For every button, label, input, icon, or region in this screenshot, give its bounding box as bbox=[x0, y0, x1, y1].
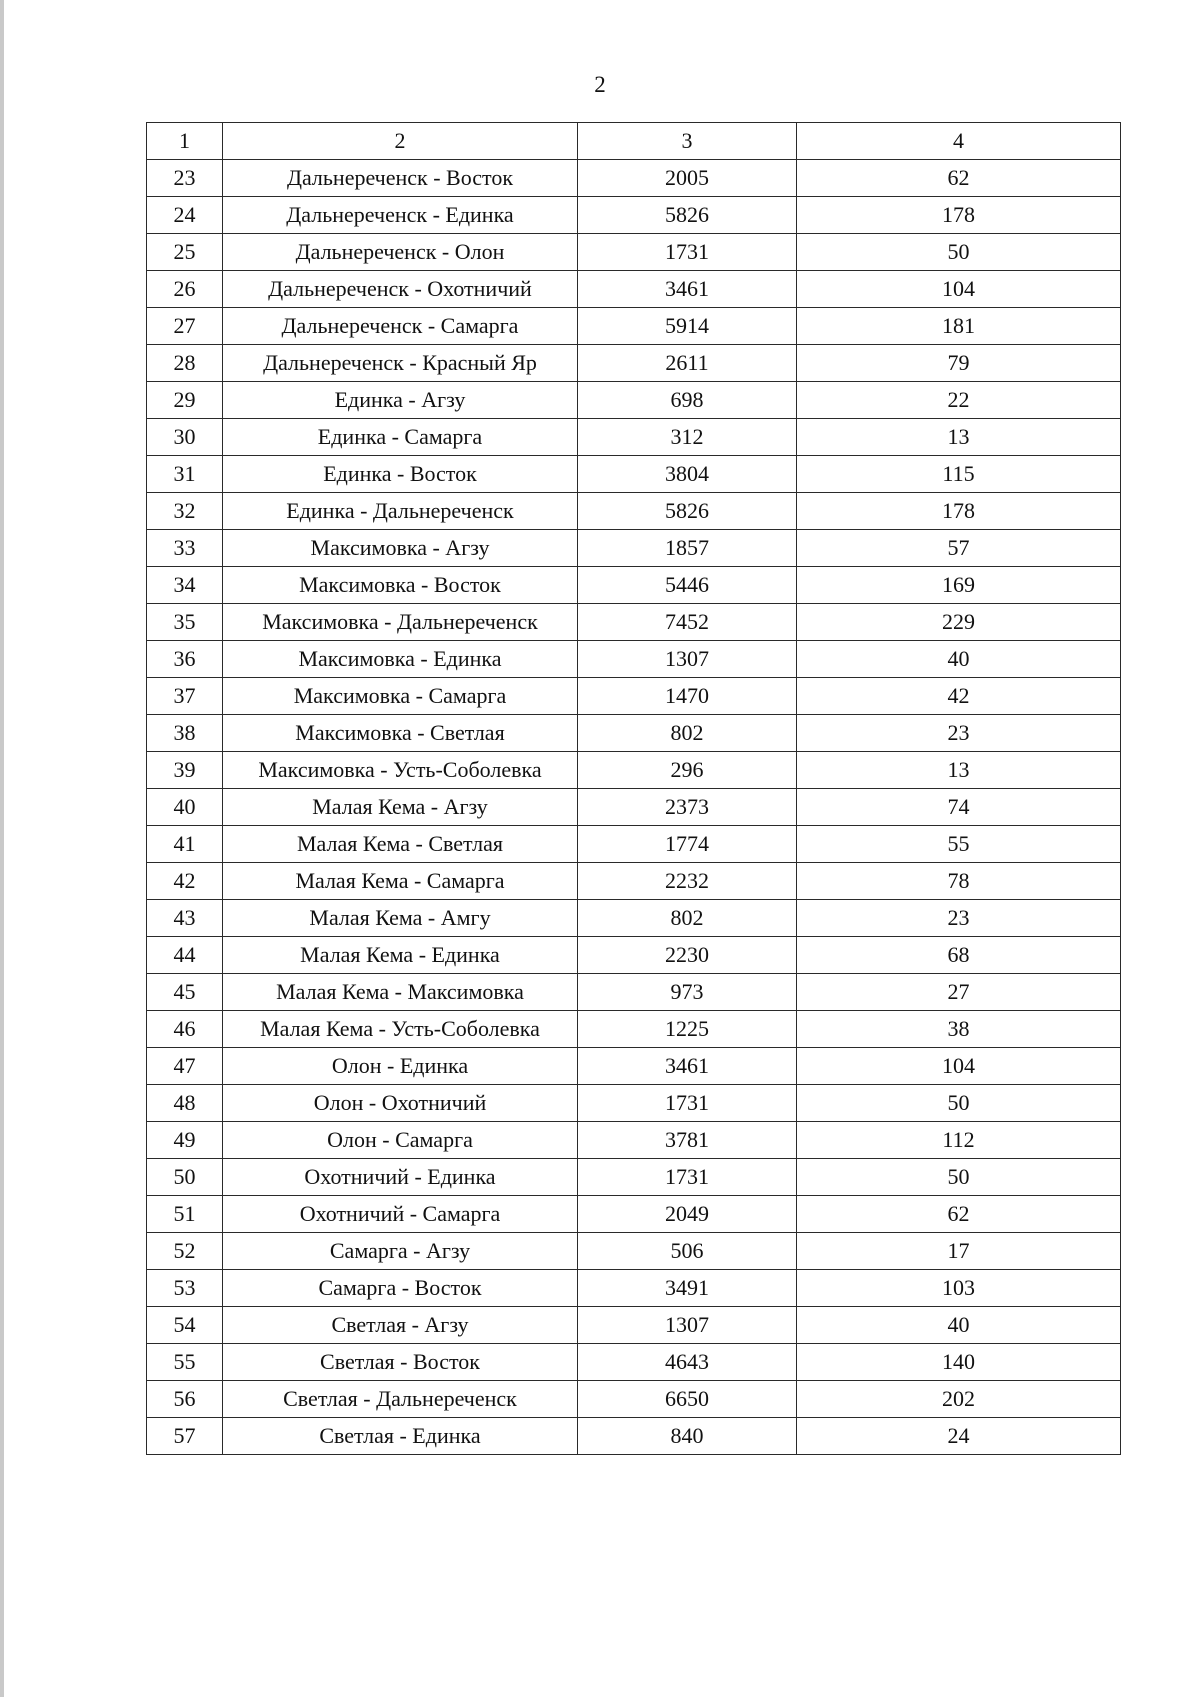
row-number-cell: 28 bbox=[147, 345, 223, 382]
route-cell: Малая Кема - Усть-Соболевка bbox=[223, 1011, 578, 1048]
table-row bbox=[147, 752, 1121, 789]
row-number-cell: 23 bbox=[147, 160, 223, 197]
value-col4-cell: 115 bbox=[797, 456, 1121, 493]
value-col3-cell: 1307 bbox=[578, 1307, 797, 1344]
table-row bbox=[147, 493, 1121, 530]
value-col4-cell: 178 bbox=[797, 493, 1121, 530]
table-row bbox=[147, 974, 1121, 1011]
route-cell: Максимовка - Агзу bbox=[223, 530, 578, 567]
value-col3-cell: 802 bbox=[578, 900, 797, 937]
route-cell: Светлая - Восток bbox=[223, 1344, 578, 1381]
table-row bbox=[147, 234, 1121, 271]
row-number-cell: 51 bbox=[147, 1196, 223, 1233]
route-cell: Олон - Охотничий bbox=[223, 1085, 578, 1122]
row-number-cell: 31 bbox=[147, 456, 223, 493]
value-col3-cell: 5826 bbox=[578, 493, 797, 530]
route-cell: Единка - Агзу bbox=[223, 382, 578, 419]
value-col3-cell: 1774 bbox=[578, 826, 797, 863]
route-table bbox=[146, 122, 1121, 1455]
header-cell: 1 bbox=[147, 123, 223, 160]
page-number: 2 bbox=[594, 72, 606, 97]
table-row bbox=[147, 863, 1121, 900]
row-number-cell: 33 bbox=[147, 530, 223, 567]
value-col4-cell: 74 bbox=[797, 789, 1121, 826]
value-col4-cell: 22 bbox=[797, 382, 1121, 419]
table-row bbox=[147, 1344, 1121, 1381]
value-col3-cell: 2005 bbox=[578, 160, 797, 197]
table-row bbox=[147, 1048, 1121, 1085]
route-cell: Дальнереченск - Единка bbox=[223, 197, 578, 234]
table-row bbox=[147, 160, 1121, 197]
row-number-cell: 50 bbox=[147, 1159, 223, 1196]
route-cell: Охотничий - Самарга bbox=[223, 1196, 578, 1233]
route-cell: Максимовка - Дальнереченск bbox=[223, 604, 578, 641]
value-col3-cell: 5826 bbox=[578, 197, 797, 234]
table-row bbox=[147, 1270, 1121, 1307]
table-row bbox=[147, 345, 1121, 382]
row-number-cell: 56 bbox=[147, 1381, 223, 1418]
row-number-cell: 34 bbox=[147, 567, 223, 604]
route-cell: Единка - Самарга bbox=[223, 419, 578, 456]
table-row bbox=[147, 641, 1121, 678]
table-row bbox=[147, 530, 1121, 567]
value-col4-cell: 50 bbox=[797, 1159, 1121, 1196]
route-cell: Дальнереченск - Самарга bbox=[223, 308, 578, 345]
value-col3-cell: 3781 bbox=[578, 1122, 797, 1159]
value-col4-cell: 13 bbox=[797, 752, 1121, 789]
route-cell: Дальнереченск - Восток bbox=[223, 160, 578, 197]
value-col4-cell: 104 bbox=[797, 1048, 1121, 1085]
table-header-row bbox=[147, 123, 1121, 160]
route-cell: Дальнереченск - Олон bbox=[223, 234, 578, 271]
table-row bbox=[147, 197, 1121, 234]
value-col3-cell: 6650 bbox=[578, 1381, 797, 1418]
route-cell: Максимовка - Восток bbox=[223, 567, 578, 604]
table-row bbox=[147, 900, 1121, 937]
value-col3-cell: 973 bbox=[578, 974, 797, 1011]
value-col3-cell: 3491 bbox=[578, 1270, 797, 1307]
value-col3-cell: 4643 bbox=[578, 1344, 797, 1381]
value-col3-cell: 3804 bbox=[578, 456, 797, 493]
table-row bbox=[147, 937, 1121, 974]
value-col4-cell: 103 bbox=[797, 1270, 1121, 1307]
table-row bbox=[147, 419, 1121, 456]
value-col3-cell: 296 bbox=[578, 752, 797, 789]
table-row bbox=[147, 789, 1121, 826]
value-col3-cell: 7452 bbox=[578, 604, 797, 641]
route-cell: Единка - Восток bbox=[223, 456, 578, 493]
value-col3-cell: 1225 bbox=[578, 1011, 797, 1048]
table-row bbox=[147, 715, 1121, 752]
value-col3-cell: 1731 bbox=[578, 1159, 797, 1196]
value-col4-cell: 169 bbox=[797, 567, 1121, 604]
header-cell: 3 bbox=[578, 123, 797, 160]
row-number-cell: 26 bbox=[147, 271, 223, 308]
row-number-cell: 27 bbox=[147, 308, 223, 345]
value-col3-cell: 1731 bbox=[578, 1085, 797, 1122]
value-col4-cell: 40 bbox=[797, 641, 1121, 678]
route-cell: Светлая - Дальнереченск bbox=[223, 1381, 578, 1418]
table-row bbox=[147, 567, 1121, 604]
value-col3-cell: 506 bbox=[578, 1233, 797, 1270]
row-number-cell: 38 bbox=[147, 715, 223, 752]
table-row bbox=[147, 1085, 1121, 1122]
route-cell: Максимовка - Самарга bbox=[223, 678, 578, 715]
table-row bbox=[147, 1196, 1121, 1233]
value-col3-cell: 2049 bbox=[578, 1196, 797, 1233]
value-col3-cell: 5446 bbox=[578, 567, 797, 604]
route-cell: Самарга - Агзу bbox=[223, 1233, 578, 1270]
value-col3-cell: 3461 bbox=[578, 1048, 797, 1085]
route-cell: Олон - Единка bbox=[223, 1048, 578, 1085]
value-col4-cell: 23 bbox=[797, 715, 1121, 752]
value-col3-cell: 2232 bbox=[578, 863, 797, 900]
table-row bbox=[147, 1122, 1121, 1159]
value-col3-cell: 802 bbox=[578, 715, 797, 752]
row-number-cell: 36 bbox=[147, 641, 223, 678]
route-cell: Малая Кема - Единка bbox=[223, 937, 578, 974]
value-col3-cell: 2373 bbox=[578, 789, 797, 826]
value-col4-cell: 178 bbox=[797, 197, 1121, 234]
table-row bbox=[147, 604, 1121, 641]
value-col3-cell: 5914 bbox=[578, 308, 797, 345]
route-cell: Единка - Дальнереченск bbox=[223, 493, 578, 530]
route-cell: Олон - Самарга bbox=[223, 1122, 578, 1159]
value-col4-cell: 27 bbox=[797, 974, 1121, 1011]
value-col4-cell: 62 bbox=[797, 1196, 1121, 1233]
value-col4-cell: 181 bbox=[797, 308, 1121, 345]
value-col4-cell: 229 bbox=[797, 604, 1121, 641]
scan-edge bbox=[0, 0, 4, 1697]
value-col4-cell: 38 bbox=[797, 1011, 1121, 1048]
table-row bbox=[147, 1381, 1121, 1418]
value-col4-cell: 140 bbox=[797, 1344, 1121, 1381]
route-cell: Малая Кема - Агзу bbox=[223, 789, 578, 826]
route-cell: Самарга - Восток bbox=[223, 1270, 578, 1307]
row-number-cell: 35 bbox=[147, 604, 223, 641]
row-number-cell: 39 bbox=[147, 752, 223, 789]
value-col4-cell: 202 bbox=[797, 1381, 1121, 1418]
value-col4-cell: 42 bbox=[797, 678, 1121, 715]
row-number-cell: 57 bbox=[147, 1418, 223, 1455]
route-cell: Максимовка - Единка bbox=[223, 641, 578, 678]
value-col4-cell: 24 bbox=[797, 1418, 1121, 1455]
route-cell: Охотничий - Единка bbox=[223, 1159, 578, 1196]
value-col4-cell: 79 bbox=[797, 345, 1121, 382]
table-row bbox=[147, 1233, 1121, 1270]
value-col3-cell: 2230 bbox=[578, 937, 797, 974]
row-number-cell: 52 bbox=[147, 1233, 223, 1270]
route-cell: Малая Кема - Максимовка bbox=[223, 974, 578, 1011]
value-col4-cell: 62 bbox=[797, 160, 1121, 197]
row-number-cell: 44 bbox=[147, 937, 223, 974]
table-row bbox=[147, 1307, 1121, 1344]
value-col4-cell: 50 bbox=[797, 1085, 1121, 1122]
table-row bbox=[147, 1159, 1121, 1196]
table-row bbox=[147, 382, 1121, 419]
row-number-cell: 54 bbox=[147, 1307, 223, 1344]
row-number-cell: 25 bbox=[147, 234, 223, 271]
route-cell: Дальнереченск - Красный Яр bbox=[223, 345, 578, 382]
route-cell: Малая Кема - Светлая bbox=[223, 826, 578, 863]
row-number-cell: 29 bbox=[147, 382, 223, 419]
row-number-cell: 41 bbox=[147, 826, 223, 863]
table-row bbox=[147, 1418, 1121, 1455]
row-number-cell: 43 bbox=[147, 900, 223, 937]
value-col4-cell: 23 bbox=[797, 900, 1121, 937]
table-row bbox=[147, 308, 1121, 345]
route-cell: Максимовка - Светлая bbox=[223, 715, 578, 752]
row-number-cell: 40 bbox=[147, 789, 223, 826]
row-number-cell: 37 bbox=[147, 678, 223, 715]
row-number-cell: 46 bbox=[147, 1011, 223, 1048]
value-col4-cell: 104 bbox=[797, 271, 1121, 308]
table-row bbox=[147, 1011, 1121, 1048]
row-number-cell: 32 bbox=[147, 493, 223, 530]
value-col3-cell: 1470 bbox=[578, 678, 797, 715]
table-row bbox=[147, 271, 1121, 308]
value-col4-cell: 55 bbox=[797, 826, 1121, 863]
value-col4-cell: 13 bbox=[797, 419, 1121, 456]
row-number-cell: 47 bbox=[147, 1048, 223, 1085]
value-col4-cell: 57 bbox=[797, 530, 1121, 567]
value-col4-cell: 78 bbox=[797, 863, 1121, 900]
value-col3-cell: 698 bbox=[578, 382, 797, 419]
row-number-cell: 53 bbox=[147, 1270, 223, 1307]
value-col4-cell: 50 bbox=[797, 234, 1121, 271]
row-number-cell: 24 bbox=[147, 197, 223, 234]
value-col3-cell: 840 bbox=[578, 1418, 797, 1455]
value-col4-cell: 17 bbox=[797, 1233, 1121, 1270]
route-cell: Дальнереченск - Охотничий bbox=[223, 271, 578, 308]
table-row bbox=[147, 826, 1121, 863]
value-col3-cell: 1857 bbox=[578, 530, 797, 567]
table-row bbox=[147, 678, 1121, 715]
table-body bbox=[147, 123, 1121, 1455]
route-cell: Светлая - Единка bbox=[223, 1418, 578, 1455]
table-row bbox=[147, 456, 1121, 493]
header-cell: 4 bbox=[797, 123, 1121, 160]
route-cell: Максимовка - Усть-Соболевка bbox=[223, 752, 578, 789]
value-col3-cell: 2611 bbox=[578, 345, 797, 382]
row-number-cell: 30 bbox=[147, 419, 223, 456]
row-number-cell: 42 bbox=[147, 863, 223, 900]
route-cell: Малая Кема - Амгу bbox=[223, 900, 578, 937]
value-col4-cell: 40 bbox=[797, 1307, 1121, 1344]
row-number-cell: 55 bbox=[147, 1344, 223, 1381]
header-cell: 2 bbox=[223, 123, 578, 160]
row-number-cell: 45 bbox=[147, 974, 223, 1011]
value-col3-cell: 312 bbox=[578, 419, 797, 456]
route-cell: Светлая - Агзу bbox=[223, 1307, 578, 1344]
value-col4-cell: 68 bbox=[797, 937, 1121, 974]
value-col3-cell: 1731 bbox=[578, 234, 797, 271]
row-number-cell: 49 bbox=[147, 1122, 223, 1159]
route-cell: Малая Кема - Самарга bbox=[223, 863, 578, 900]
row-number-cell: 48 bbox=[147, 1085, 223, 1122]
value-col4-cell: 112 bbox=[797, 1122, 1121, 1159]
value-col3-cell: 1307 bbox=[578, 641, 797, 678]
value-col3-cell: 3461 bbox=[578, 271, 797, 308]
